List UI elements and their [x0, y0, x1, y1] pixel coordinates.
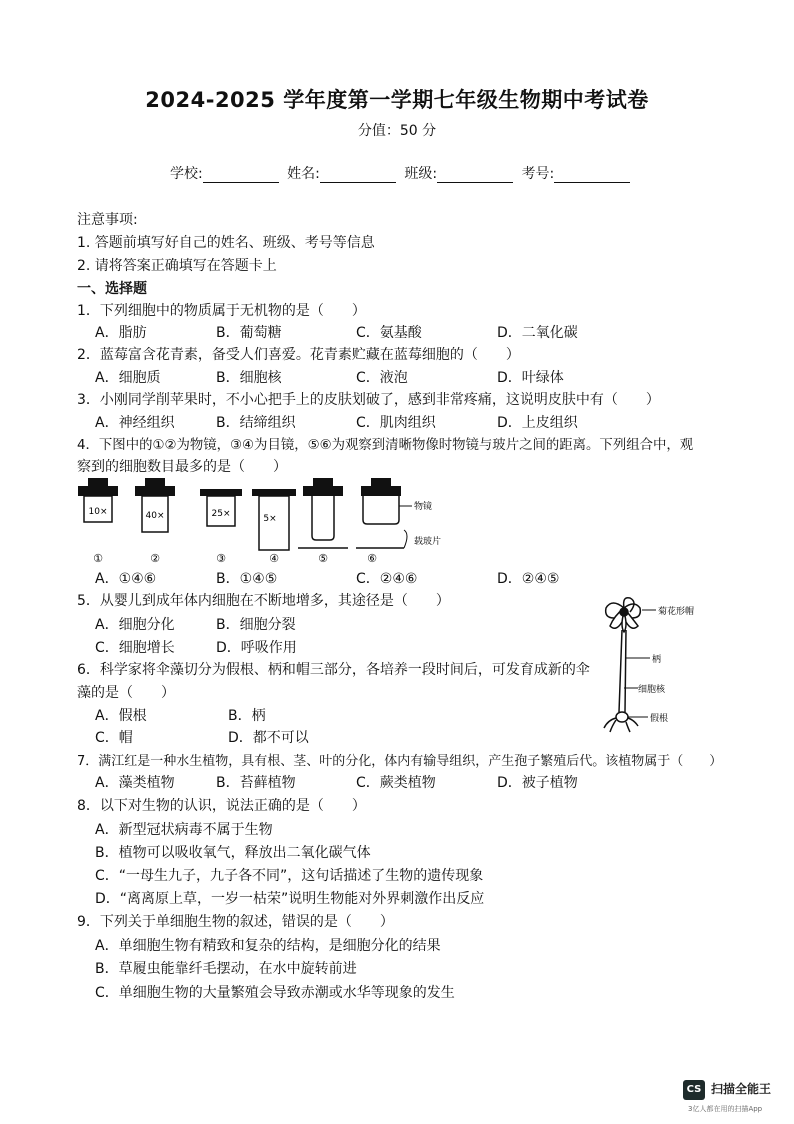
stalk-label: 柄 [652, 655, 662, 665]
question-stem-cont: 察到的细胞数目最多的是（ ） [77, 459, 287, 475]
figure-number: ① [93, 552, 103, 565]
option[interactable]: A．细胞分化 [95, 617, 175, 633]
option[interactable]: B．细胞核 [216, 370, 282, 386]
figure-number: ④ [269, 552, 279, 565]
lens-label: 5× [263, 514, 277, 524]
option[interactable]: C．氨基酸 [356, 325, 422, 341]
name-label: 姓名: [287, 166, 320, 182]
option[interactable]: D．被子植物 [497, 775, 578, 791]
question-stem: 2．蓝莓富含花青素，备受人们喜爱。花青素贮藏在蓝莓细胞的（ ） [77, 347, 520, 363]
student-info-row [170, 163, 634, 183]
option[interactable]: A．单细胞生物有精致和复杂的结构，是细胞分化的结果 [95, 938, 441, 954]
question-stem: 3．小刚同学削苹果时，不小心把手上的皮肤划破了，感到非常疼痛，这说明皮肤中有（ ） [77, 392, 660, 408]
option[interactable]: C．液泡 [356, 370, 408, 386]
option[interactable]: B．柄 [228, 708, 266, 724]
eyepiece-lens-4 [252, 489, 296, 550]
objective-label: 物镜 [414, 502, 433, 512]
class-field[interactable] [437, 168, 513, 183]
option[interactable]: C．细胞增长 [95, 640, 175, 656]
option[interactable]: C．单细胞生物的大量繁殖会导致赤潮或水华等现象的发生 [95, 985, 455, 1001]
page-title: 2024-2025 学年度第一学期七年级生物期中考试卷 [145, 88, 649, 112]
option[interactable]: A．①④⑥ [95, 571, 157, 587]
eyepiece-lens-3 [200, 489, 242, 526]
acetabularia-figure [600, 596, 710, 736]
figure-number: ⑤ [318, 552, 328, 565]
question-stem: 9．下列关于单细胞生物的叙述，错误的是（ ） [77, 914, 394, 930]
option[interactable]: B．苔藓植物 [216, 775, 296, 791]
option[interactable]: A．脂肪 [95, 325, 147, 341]
notes-item: 2. 请将答案正确填写在答题卡上 [77, 258, 277, 274]
stalk-shape [619, 630, 626, 712]
slide-label: 载玻片 [414, 537, 442, 547]
exam-no-field[interactable] [554, 168, 630, 183]
microscope-lens-figure [70, 472, 470, 568]
option[interactable]: C．②④⑥ [356, 571, 418, 587]
objective-lens-2 [135, 478, 175, 532]
figure-number: ② [150, 552, 160, 565]
camscanner-logo: CS [683, 1080, 705, 1100]
option[interactable]: D．“离离原上草，一岁一枯荣”说明生物能对外界刺激作出反应 [95, 891, 485, 907]
lens-label: 25× [211, 509, 231, 519]
class-label: 班级: [404, 166, 438, 182]
option[interactable]: B．草履虫能靠纤毛摆动，在水中旋转前进 [95, 961, 357, 977]
school-field[interactable] [203, 168, 279, 183]
notes-item: 1. 答题前填写好自己的姓名、班级、考号等信息 [77, 235, 375, 251]
question-stem: 4．下图中的①②为物镜，③④为目镜，⑤⑥为观察到清晰物像时物镜与玻片之间的距离。下列组合中，观 [77, 438, 694, 453]
option[interactable]: D．②④⑤ [497, 571, 560, 587]
lens-label: 40× [145, 511, 165, 521]
objective-distance-5 [298, 478, 348, 548]
option[interactable]: C．蕨类植物 [356, 775, 436, 791]
exam-no-label: 考号: [521, 166, 555, 182]
option[interactable]: C．肌肉组织 [356, 415, 436, 431]
option[interactable]: B．葡萄糖 [216, 325, 282, 341]
option[interactable]: B．①④⑤ [216, 571, 278, 587]
nucleus-label: 细胞核 [638, 685, 666, 695]
question-stem-cont: 藻的是（ ） [77, 685, 175, 701]
option[interactable]: A．藻类植物 [95, 775, 175, 791]
option[interactable]: B．植物可以吸收氧气，释放出二氧化碳气体 [95, 845, 371, 861]
objective-distance-6 [356, 478, 404, 548]
question-stem: 6．科学家将伞藻切分为假根、柄和帽三部分，各培养一段时间后，可发育成新的伞 [77, 662, 590, 678]
name-field[interactable] [320, 168, 396, 183]
cap-shape [606, 598, 641, 632]
option[interactable]: B．结缔组织 [216, 415, 296, 431]
rhizoid-label: 假根 [650, 714, 669, 724]
question-stem: 7．满江红是一种水生植物，具有根、茎、叶的分化，体内有输导组织，产生孢子繁殖后代。该植物属于（ ） [77, 754, 723, 769]
option[interactable]: C．帽 [95, 730, 133, 746]
camscanner-tagline: 3亿人都在用的扫描App [688, 1105, 763, 1113]
section-heading: 一、选择题 [77, 281, 147, 297]
school-label: 学校: [170, 166, 203, 182]
option[interactable]: C．“一母生九子，九子各不同”，这句话描述了生物的遗传现象 [95, 868, 484, 884]
cap-label: 菊花形帽 [658, 607, 695, 617]
question-stem: 1．下列细胞中的物质属于无机物的是（ ） [77, 303, 366, 319]
question-stem: 8．以下对生物的认识，说法正确的是（ ） [77, 798, 366, 814]
option[interactable]: D．二氧化碳 [497, 325, 578, 341]
objective-lens-1 [78, 478, 118, 522]
score-label: 分值：50 分 [357, 123, 437, 139]
option[interactable]: D．呼吸作用 [216, 640, 297, 656]
option[interactable]: A．神经组织 [95, 415, 175, 431]
figure-number: ⑥ [367, 552, 377, 565]
option[interactable]: B．细胞分裂 [216, 617, 296, 633]
figure-number: ③ [216, 552, 226, 565]
option[interactable]: A．细胞质 [95, 370, 161, 386]
option[interactable]: D．叶绿体 [497, 370, 564, 386]
option[interactable]: A．新型冠状病毒不属于生物 [95, 822, 273, 838]
lens-label: 10× [88, 507, 108, 517]
option[interactable]: D．都不可以 [228, 730, 309, 746]
rhizoid-shape [604, 712, 638, 732]
question-stem: 5．从婴儿到成年体内细胞在不断地增多，其途径是（ ） [77, 593, 450, 609]
option[interactable]: D．上皮组织 [497, 415, 578, 431]
camscanner-name: 扫描全能王 [711, 1082, 772, 1096]
notes-heading: 注意事项: [77, 212, 138, 228]
option[interactable]: A．假根 [95, 708, 147, 724]
